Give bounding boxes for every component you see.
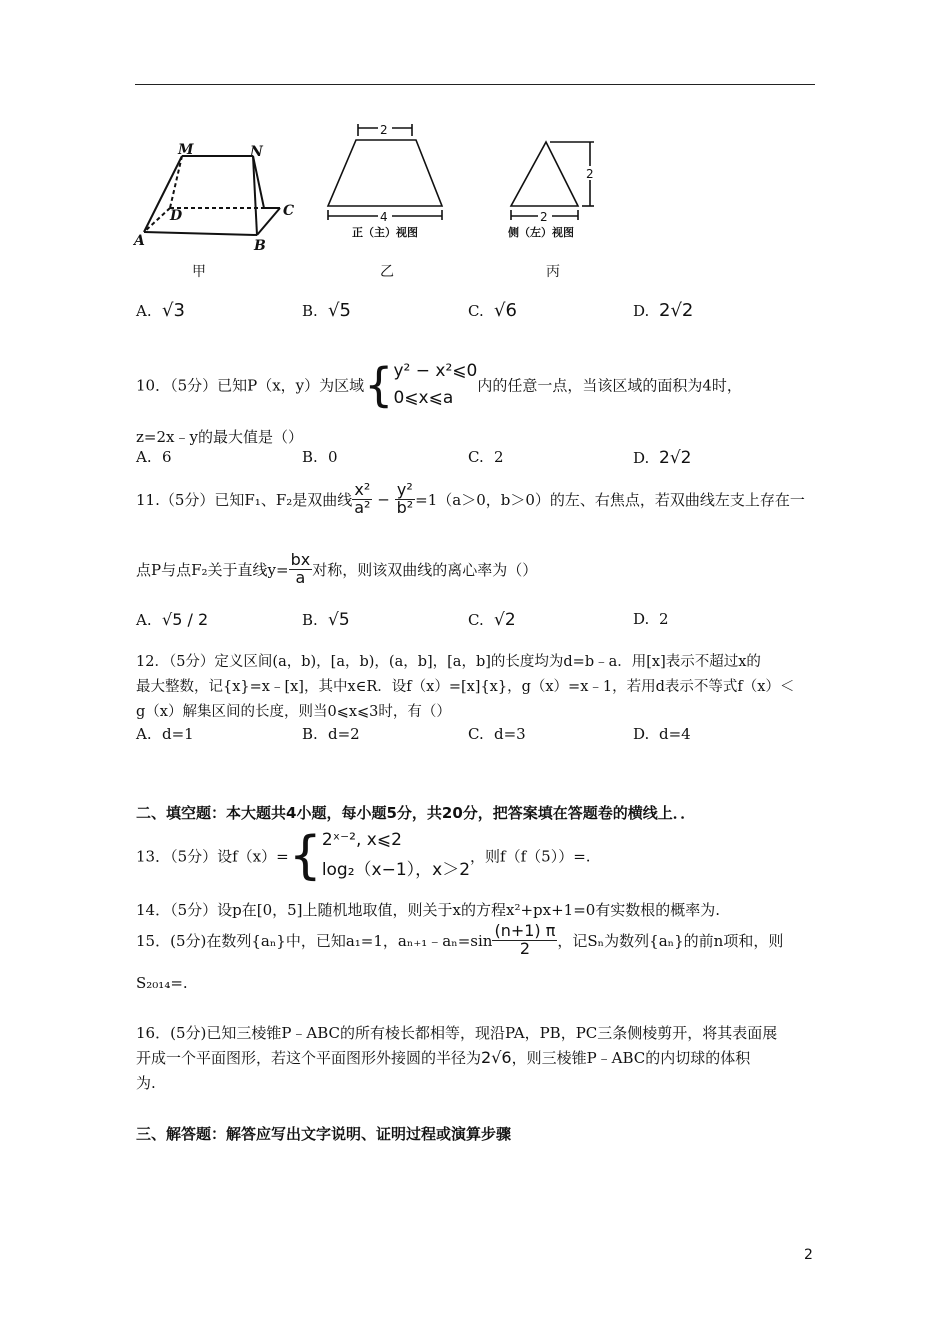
q9-option-d: D. 2√2: [633, 300, 694, 321]
vertex-B: B: [254, 238, 266, 254]
q10-option-c: C. 2: [468, 448, 504, 466]
vertex-A: A: [134, 233, 145, 249]
q9-option-b: B. √5: [302, 300, 351, 321]
bing-view-label: 侧（左）视图: [508, 226, 574, 239]
yi-top-len: 2: [380, 123, 388, 137]
q9-option-c: C. √6: [468, 300, 517, 321]
q11-option-a: A. √5 / 2: [136, 610, 209, 629]
q16-line1: 16．(5分)已知三棱锥P﹣ABC的所有棱长都相等，现沿PA，PB，PC三条侧棱剪开，将其表面展: [136, 1024, 778, 1042]
q12-option-d: D. d=4: [633, 725, 691, 743]
q16-line2: 开成一个平面图形，若这个平面图形外接圆的半径为2√6，则三棱锥P﹣ABC的内切球的体积: [136, 1048, 751, 1067]
bing-base-len: 2: [540, 210, 548, 224]
caption-bing: 丙: [546, 264, 560, 280]
q10-stem: 10．（5分）已知P（x，y）为区域{ y² − x²⩽0 0⩽x⩽a 内的任意一点，当该区域的面积为4时，: [136, 358, 742, 413]
vertex-N: N: [250, 144, 263, 160]
q11-option-c: C. √2: [468, 610, 516, 630]
section-2-heading: 二、填空题：本大题共4小题，每小题5分，共20分，把答案填在答题卷的横线上．．: [136, 804, 696, 822]
q10-option-d: D. 2√2: [633, 448, 692, 468]
figure-jia: [144, 156, 280, 235]
figure-bing: [511, 142, 594, 220]
caption-jia: 甲: [192, 264, 206, 280]
q12-option-c: C. d=3: [468, 725, 526, 743]
q11-stem: 11.（5分）已知F₁、F₂是双曲线 $\frac{\text{x²}}{\text{a²}}$ − $\frac{\text{y²}}{\text{b²}}$ =1（a＞0，b＞0）的左、右焦点，若双曲线左支上存在一: [136, 480, 805, 517]
yi-view-label: 正（主）视图: [352, 226, 418, 239]
q12-option-a: A. d=1: [136, 725, 194, 743]
q11-option-b: B. √5: [302, 610, 350, 630]
geometry-figures: [130, 120, 610, 290]
section-3-heading: 三、解答题：解答应写出文字说明、证明过程或演算步骤: [136, 1125, 512, 1143]
q10-line2: z=2x﹣y的最大值是（）: [136, 428, 303, 446]
q11-line2: 点P与点F₂关于直线y= $\frac{bx}{a}$ 对称，则该双曲线的离心率为（）: [136, 550, 538, 587]
q12-line3: g（x）解集区间的长度，则当0⩽x⩽3时，有（）: [136, 704, 451, 720]
q10-option-a: A. 6: [136, 448, 172, 466]
figure-yi: [328, 124, 442, 220]
bing-height-len: 2: [586, 167, 594, 181]
q11-option-d: D. 2: [633, 610, 669, 628]
yi-bottom-len: 4: [380, 210, 388, 224]
q16-line3: 为.: [136, 1074, 156, 1092]
vertex-M: M: [178, 142, 194, 158]
q12-option-b: B. d=2: [302, 725, 360, 743]
header-rule: [135, 84, 815, 85]
q12-line1: 12．（5分）定义区间(a，b)，[a，b)，(a，b]，[a，b]的长度均为d=b﹣a．用[x]表示不超过x的: [136, 654, 761, 670]
q15-line2: S₂₀₁₄=.: [136, 974, 188, 992]
q14-stem: 14．（5分）设p在[0，5]上随机地取值，则关于x的方程x²+px+1=0有实数根的概率为.: [136, 901, 721, 919]
q15-stem: 15．(5分)在数列{aₙ}中，已知a₁=1，aₙ₊₁﹣aₙ=sin $\frac{(n+1) \pi}{2}$ ，记Sₙ为数列{aₙ}的前n项和，则: [136, 921, 784, 958]
page-number: 2: [804, 1247, 813, 1263]
q9-option-a: A. √3: [136, 300, 185, 321]
vertex-D: D: [170, 208, 183, 224]
q12-line2: 最大整数，记{x}=x﹣[x]，其中x∈R．设f（x）=[x]{x}，g（x）=x﹣1，若用d表示不等式f（x）＜: [136, 679, 795, 695]
caption-yi: 乙: [380, 264, 394, 280]
vertex-C: C: [283, 203, 295, 219]
q10-option-b: B. 0: [302, 448, 338, 466]
q13-stem: 13．（5分）设f（x）={ 2ˣ⁻², x⩽2 log₂（x−1），x＞2 ，则f（f（5））=.: [136, 825, 591, 886]
